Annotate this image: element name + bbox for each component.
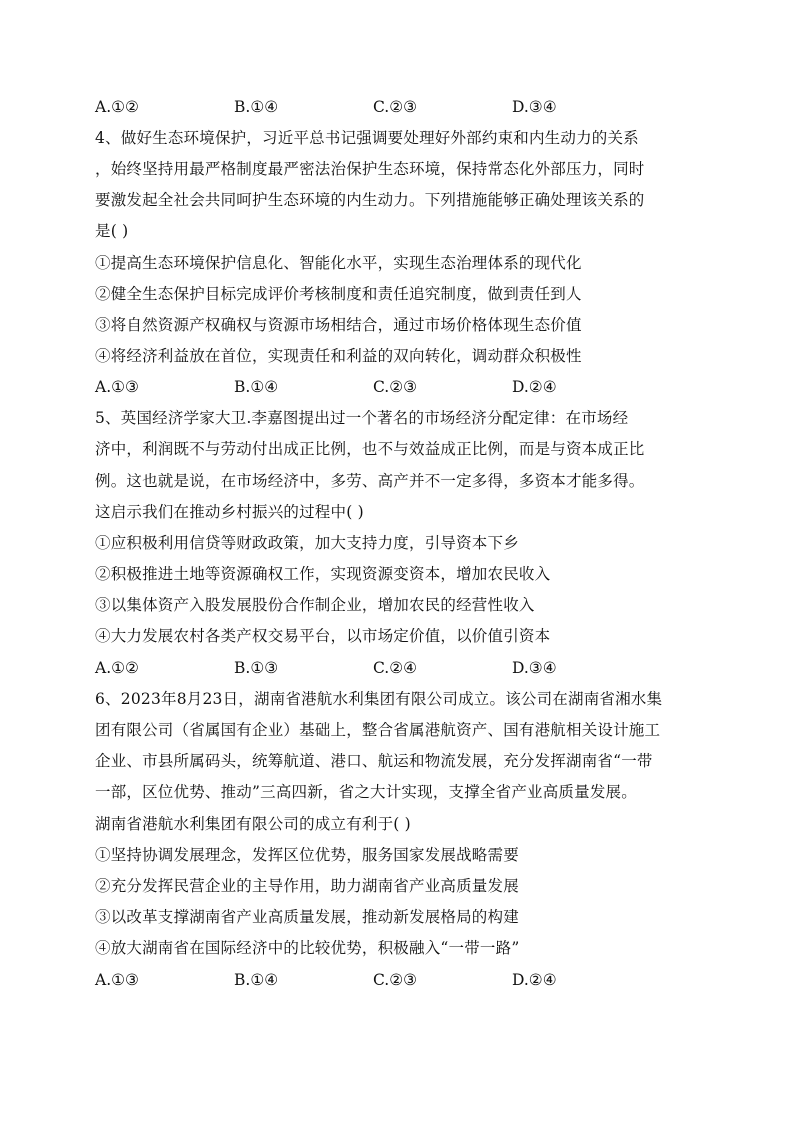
q4-stem-line: 是( )	[95, 222, 129, 240]
q4-item: ②健全生态保护目标完成评价考核制度和责任追究制度，做到责任到人	[95, 285, 582, 303]
option-d: D.③④	[512, 98, 557, 116]
option-c: C.②④	[373, 659, 418, 677]
option-b: B.①③	[234, 659, 279, 677]
option-c: C.②③	[373, 378, 418, 396]
option-a: A.①③	[95, 378, 139, 396]
q5-item: ④大力发展农村各类产权交易平台，以市场定价值，以价值引资本	[95, 627, 551, 645]
option-c: C.②③	[373, 98, 418, 116]
q6-item: ①坚持协调发展理念，发挥区位优势，服务国家发展战略需要	[95, 846, 519, 864]
option-a: A.①②	[95, 659, 139, 677]
q4-stem-line: ，始终坚持用最严格制度最严密法治保护生态环境，保持常态化外部压力，同时	[95, 160, 645, 178]
q4-item: ①提高生态环境保护信息化、智能化水平，实现生态治理体系的现代化	[95, 254, 582, 272]
q6-stem-line: 一部，区位优势、推动”三高四新，省之大计实现，支撑全省产业高质量发展。	[95, 783, 637, 801]
q5-stem-line: 济中，利润既不与劳动付出成正比例，也不与效益成正比例，而是与资本成正比	[95, 440, 645, 458]
q6-stem-line: 企业、市县所属码头，统筹航道、港口、航运和物流发展，充分发挥湖南省“一带	[95, 752, 653, 770]
q5-stem-line: 例。这也就是说，在市场经济中，多劳、高产并不一定多得，多资本才能多得。	[95, 472, 645, 490]
q5-options-row	[95, 658, 705, 678]
q4-stem-line: 4、做好生态环境保护，习近平总书记强调要处理好外部约束和内生动力的关系	[95, 129, 639, 147]
q5-item: ③以集体资产入股发展股份合作制企业，增加农民的经营性收入	[95, 596, 535, 614]
option-d: D.②④	[512, 971, 557, 989]
option-b: B.①④	[234, 971, 279, 989]
q4-item: ③将自然资源产权确权与资源市场相结合，通过市场价格体现生态价值	[95, 316, 582, 334]
q6-stem-line: 团有限公司（省属国有企业）基础上，整合省属港航资产、国有港航相关设计施工	[95, 721, 661, 739]
q4-item: ④将经济利益放在首位，实现责任和利益的双向转化，调动群众积极性	[95, 347, 582, 365]
q5-stem-line: 5、英国经济学家大卫.李嘉图提出过一个著名的市场经济分配定律：在市场经	[95, 409, 629, 427]
q6-stem-line: 湖南省港航水利集团有限公司的成立有利于( )	[95, 815, 411, 833]
option-d: D.③④	[512, 659, 557, 677]
q6-item: ②充分发挥民营企业的主导作用，助力湖南省产业高质量发展	[95, 877, 519, 895]
q6-options-row	[95, 970, 705, 990]
q5-stem-line: 这启示我们在推动乡村振兴的过程中( )	[95, 503, 364, 521]
q6-item: ③以改革支撑湖南省产业高质量发展，推动新发展格局的构建	[95, 908, 519, 926]
q4-stem-line: 要激发起全社会共同呵护生态环境的内生动力。下列措施能够正确处理该关系的	[95, 191, 645, 209]
option-d: D.②④	[512, 378, 557, 396]
option-b: B.①④	[234, 98, 279, 116]
q5-item: ②积极推进土地等资源确权工作，实现资源变资本，增加农民收入	[95, 565, 551, 583]
option-c: C.②③	[373, 971, 418, 989]
q6-item: ④放大湖南省在国际经济中的比较优势，积极融入“一带一路”	[95, 939, 520, 957]
q6-stem-line: 6、2023年8月23日，湖南省港航水利集团有限公司成立。该公司在湖南省湘水集	[95, 690, 663, 708]
q4-options-row	[95, 377, 705, 397]
q5-item: ①应积极利用信贷等财政政策，加大支持力度，引导资本下乡	[95, 534, 519, 552]
option-a: A.①③	[95, 971, 139, 989]
option-a: A.①②	[95, 98, 139, 116]
option-b: B.①④	[234, 378, 279, 396]
options-row-prev	[95, 97, 705, 117]
